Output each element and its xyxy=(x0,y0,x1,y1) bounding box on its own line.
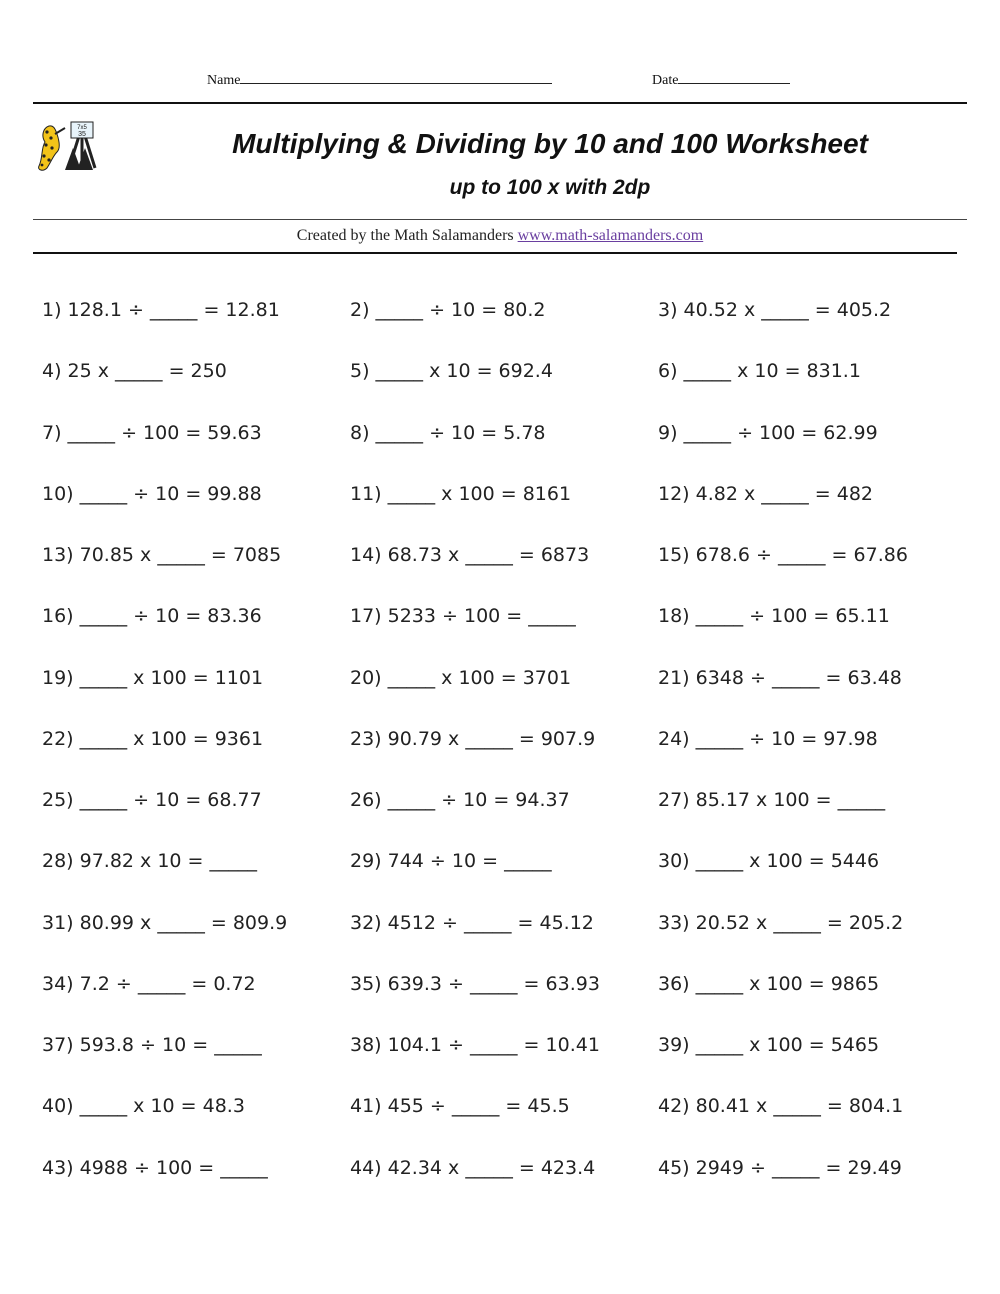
worksheet-title: Multiplying & Dividing by 10 and 100 Worksheet xyxy=(232,128,868,159)
problem-grid xyxy=(42,298,962,1217)
problem-item: 17) 5233 ÷ 100 = _____ xyxy=(350,605,576,628)
problem-item: 33) 20.52 x _____ = 205.2 xyxy=(658,911,904,934)
problem-item: 15) 678.6 ÷ _____ = 67.86 xyxy=(658,544,908,566)
problem-item: 38) 104.1 ÷ _____ = 10.41 xyxy=(350,1034,600,1056)
problem-item: 35) 639.3 ÷ _____ = 63.93 xyxy=(350,972,600,995)
problem-item: 1) 128.1 ÷ _____ = 12.81 xyxy=(42,299,280,321)
name-label: Name xyxy=(207,73,241,88)
worksheet-subtitle: up to 100 x with 2dp xyxy=(449,176,651,199)
problem-item: 20) _____ x 100 = 3701 xyxy=(350,666,572,689)
problem-item: 31) 80.99 x _____ = 809.9 xyxy=(42,911,288,934)
problem-item: 21) 6348 ÷ _____ = 63.48 xyxy=(658,666,902,689)
problem-item: 3) 40.52 x _____ = 405.2 xyxy=(658,299,892,321)
problem-item: 43) 4988 ÷ 100 = _____ xyxy=(42,1156,268,1179)
name-blank-line[interactable] xyxy=(240,70,552,84)
problem-item: 2) _____ ÷ 10 = 80.2 xyxy=(350,299,546,321)
problem-item: 11) _____ x 100 = 8161 xyxy=(350,482,572,505)
problem-item: 26) _____ ÷ 10 = 94.37 xyxy=(350,789,570,811)
problem-item: 29) 744 ÷ 10 = _____ xyxy=(350,850,552,873)
logo-board-text-top: 7x5 xyxy=(77,125,87,131)
header-divider xyxy=(33,102,967,104)
credit-line xyxy=(0,227,1000,245)
name-date-row xyxy=(0,70,1000,90)
date-blank-line[interactable] xyxy=(678,70,790,84)
date-field[interactable] xyxy=(652,70,790,89)
problem-item: 12) 4.82 x _____ = 482 xyxy=(658,482,874,505)
problem-item: 40) _____ x 10 = 48.3 xyxy=(42,1095,245,1118)
math-salamanders-logo xyxy=(35,118,105,174)
credit-text: Created by the Math Salamanders xyxy=(296,227,518,244)
problem-item: 27) 85.17 x 100 = _____ xyxy=(658,789,886,811)
problem-item: 37) 593.8 ÷ 10 = _____ xyxy=(42,1034,262,1056)
problem-item: 14) 68.73 x _____ = 6873 xyxy=(350,544,590,566)
logo-board-text-bottom: 35 xyxy=(78,131,86,138)
name-field[interactable] xyxy=(207,70,552,89)
problem-item: 45) 2949 ÷ _____ = 29.49 xyxy=(658,1156,902,1179)
problem-item: 7) _____ ÷ 100 = 59.63 xyxy=(42,421,262,444)
problem-item: 16) _____ ÷ 10 = 83.36 xyxy=(42,605,262,628)
problem-item: 44) 42.34 x _____ = 423.4 xyxy=(350,1156,596,1179)
problem-item: 10) _____ ÷ 10 = 99.88 xyxy=(42,482,262,505)
problem-item: 42) 80.41 x _____ = 804.1 xyxy=(658,1095,904,1118)
problem-item: 4) 25 x _____ = 250 xyxy=(42,360,227,383)
problem-item: 41) 455 ÷ _____ = 45.5 xyxy=(350,1095,570,1118)
problem-item: 34) 7.2 ÷ _____ = 0.72 xyxy=(42,972,256,995)
problem-item: 8) _____ ÷ 10 = 5.78 xyxy=(350,421,546,444)
problem-item: 39) _____ x 100 = 5465 xyxy=(658,1034,880,1056)
problem-item: 28) 97.82 x 10 = _____ xyxy=(42,850,258,873)
problem-item: 6) _____ x 10 = 831.1 xyxy=(658,360,861,383)
problem-item: 23) 90.79 x _____ = 907.9 xyxy=(350,727,596,750)
problem-item: 5) _____ x 10 = 692.4 xyxy=(350,360,553,383)
problem-item: 30) _____ x 100 = 5446 xyxy=(658,850,880,873)
website-link[interactable]: www.math-salamanders.com xyxy=(517,227,704,244)
problem-item: 9) _____ ÷ 100 = 62.99 xyxy=(658,421,878,444)
problem-item: 32) 4512 ÷ _____ = 45.12 xyxy=(350,911,594,934)
problem-item: 19) _____ x 100 = 1101 xyxy=(42,666,264,689)
date-label: Date xyxy=(652,73,679,88)
problem-item: 18) _____ ÷ 100 = 65.11 xyxy=(658,605,890,628)
credit-divider xyxy=(33,252,957,254)
problem-item: 36) _____ x 100 = 9865 xyxy=(658,972,880,995)
problem-item: 22) _____ x 100 = 9361 xyxy=(42,727,264,750)
title-divider xyxy=(33,219,967,220)
problem-item: 24) _____ ÷ 10 = 97.98 xyxy=(658,727,878,750)
problem-item: 13) 70.85 x _____ = 7085 xyxy=(42,544,282,566)
problem-item: 25) _____ ÷ 10 = 68.77 xyxy=(42,789,262,811)
